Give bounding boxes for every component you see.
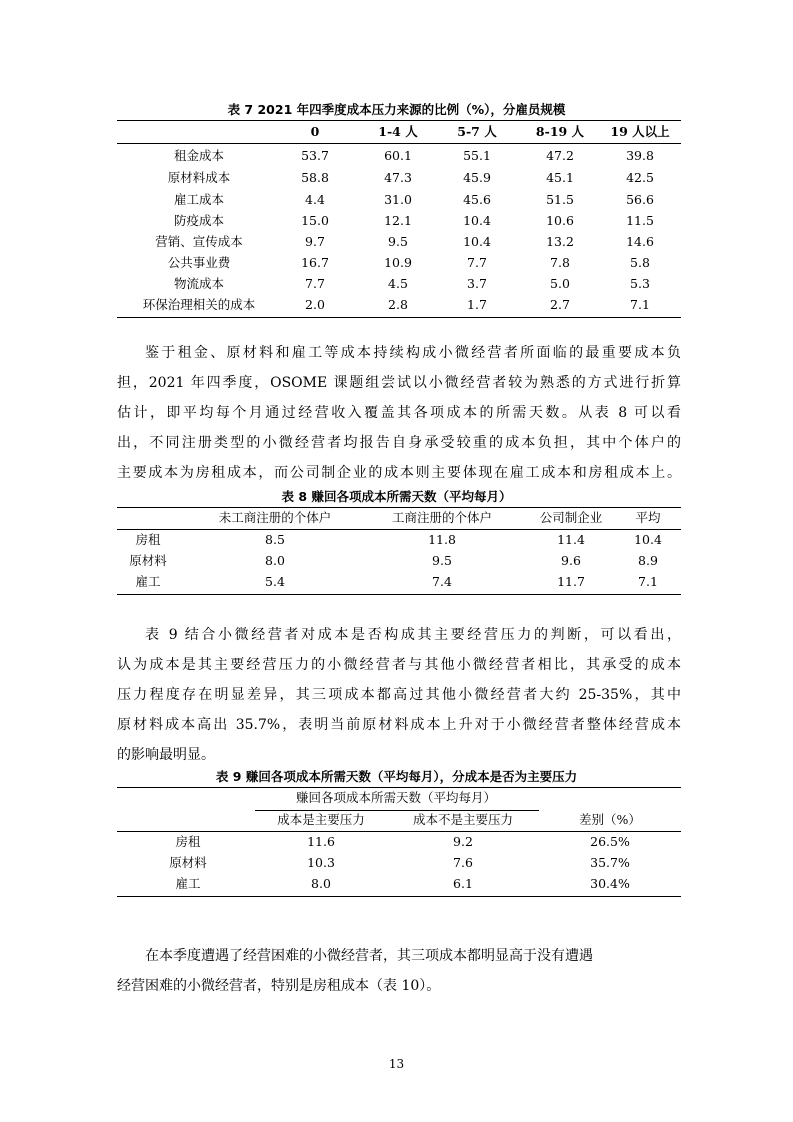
table8-col-header: 未工商注册的个体户 (218, 510, 332, 525)
table7-col-header: 0 (310, 124, 320, 139)
table8-row-label: 房租 (135, 532, 161, 547)
table7-cell: 13.2 (546, 234, 574, 249)
table8-cell: 7.1 (638, 574, 658, 589)
table9-bottom-rule (117, 896, 681, 897)
table9-cell: 9.2 (453, 834, 473, 849)
paragraph-line: 担，2021 年四季度，OSOME 课题组尝试以小微经营者较为熟悉的方式进行折算 (117, 375, 681, 391)
table7-cell: 47.3 (384, 170, 412, 185)
table7-col-header: 8-19 人 (535, 124, 585, 139)
table9-row-label: 房租 (175, 834, 201, 849)
table8-col-header: 公司制企业 (539, 510, 603, 525)
table9-cell: 26.5% (590, 834, 630, 849)
table9-cell: 10.3 (307, 855, 335, 870)
table9-row-label: 原材料 (169, 855, 207, 870)
table7-cell: 5.0 (550, 276, 570, 291)
table7-cell: 1.7 (467, 297, 487, 312)
table7-cell: 10.4 (463, 213, 491, 228)
table7-cell: 9.5 (388, 234, 408, 249)
table8-cell: 5.4 (265, 574, 285, 589)
table7-row-label: 营销、宣传成本 (155, 234, 243, 249)
table7-cell: 55.1 (463, 148, 491, 163)
table7-col-header: 1-4 人 (378, 124, 418, 139)
table9-caption: 表 9 赚回各项成本所需天数（平均每月），分成本是否为主要压力 (215, 769, 578, 784)
table9-cell: 6.1 (453, 876, 473, 891)
table8-caption: 表 8 赚回各项成本所需天数（平均每月） (281, 489, 512, 504)
table7-cell: 16.7 (301, 255, 329, 270)
table8-cell: 11.8 (428, 532, 456, 547)
table7-row-label: 公共事业费 (167, 255, 231, 270)
paragraph-line: 估计，即平均每个月通过经营收入覆盖其各项成本的所需天数。从表 8 可以看 (117, 405, 681, 421)
table7-cell: 7.7 (467, 255, 487, 270)
table7-cell: 58.8 (301, 170, 329, 185)
table7-col-header: 5-7 人 (457, 124, 497, 139)
table7-row-label: 防疫成本 (173, 213, 225, 228)
table7-cell: 45.9 (463, 170, 491, 185)
table8-cell: 8.9 (638, 553, 658, 568)
table7-cell: 45.6 (463, 192, 491, 207)
table8-cell: 9.5 (432, 553, 452, 568)
table7-cell: 2.0 (305, 297, 325, 312)
table9-cell: 35.7% (590, 855, 630, 870)
table7-col-header: 19 人以上 (610, 124, 670, 139)
table8-cell: 8.0 (265, 553, 285, 568)
table7-bottom-rule (117, 317, 681, 318)
table7-cell: 45.1 (546, 170, 574, 185)
paragraph-line: 的影响最明显。 (117, 747, 215, 763)
table9-col-header: 成本不是主要压力 (412, 812, 514, 827)
table7-cell: 7.1 (630, 297, 650, 312)
table7-caption: 表 7 2021 年四季度成本压力来源的比例（%），分雇员规模 (227, 102, 566, 117)
table7-cell: 15.0 (301, 213, 329, 228)
table7-row-label: 原材料成本 (167, 170, 231, 185)
table7-cell: 2.8 (388, 297, 408, 312)
table8-header-rule (117, 529, 681, 530)
table7-cell: 47.2 (546, 148, 574, 163)
page-number: 13 (388, 1057, 405, 1071)
table8-bottom-rule (117, 594, 681, 595)
table7-cell: 10.9 (384, 255, 412, 270)
paragraph-line: 原材料成本高出 35.7%，表明当前原材料成本上升对于小微经营者整体经营成本 (117, 717, 681, 733)
paragraph-line: 认为成本是其主要经营压力的小微经营者与其他小微经营者相比，其承受的成本 (117, 657, 681, 673)
table7-cell: 42.5 (626, 170, 654, 185)
paragraph-line: 在本季度遭遇了经营困难的小微经营者，其三项成本都明显高于没有遭遇 (145, 948, 593, 964)
table7-cell: 2.7 (550, 297, 570, 312)
table7-cell: 56.6 (626, 192, 654, 207)
table8-cell: 7.4 (432, 574, 452, 589)
table8-cell: 11.4 (557, 532, 585, 547)
table8-cell: 8.5 (265, 532, 285, 547)
paragraph-line: 经营困难的小微经营者，特别是房租成本（表 10）。 (117, 978, 441, 994)
table7-row-label: 环保治理相关的成本 (142, 297, 256, 312)
table7-cell: 9.7 (305, 234, 325, 249)
table7-cell: 39.8 (626, 148, 654, 163)
paragraph-line: 主要成本为房租成本，而公司制企业的成本则主要体现在雇工成本和房租成本上。 (117, 465, 681, 481)
table7-cell: 11.5 (626, 213, 654, 228)
paragraph-1 (117, 338, 681, 488)
table8-row-label: 原材料 (129, 553, 167, 568)
table9-cell: 30.4% (590, 876, 630, 891)
table7-row-label: 物流成本 (173, 276, 225, 291)
table9-row-label: 雇工 (175, 876, 201, 891)
paragraph-2 (117, 620, 681, 770)
table7-cell: 5.8 (630, 255, 650, 270)
table9-col-header: 成本是主要压力 (277, 812, 365, 827)
table9-diff-header: 差别（%） (579, 812, 641, 827)
table7-row-label: 雇工成本 (173, 192, 225, 207)
table7-cell: 4.4 (305, 192, 325, 207)
table7-cell: 31.0 (384, 192, 412, 207)
table7-cell: 10.4 (463, 234, 491, 249)
table7-cell: 4.5 (388, 276, 408, 291)
table7-cell: 53.7 (301, 148, 329, 163)
table7-cell: 12.1 (384, 213, 412, 228)
table7-cell: 7.7 (305, 276, 325, 291)
paragraph-line: 压力程度存在明显差异，其三项成本都高过其他小微经营者大约 25-35%，其中 (117, 687, 681, 703)
table7-cell: 14.6 (626, 234, 654, 249)
paragraph-3 (117, 941, 681, 1001)
table8-cell: 9.6 (561, 553, 581, 568)
table8-col-header: 平均 (635, 510, 661, 525)
table7-cell: 5.3 (630, 276, 650, 291)
table9-cell: 8.0 (311, 876, 331, 891)
paragraph-line: 表 9 结合小微经营者对成本是否构成其主要经营压力的判断，可以看出， (145, 627, 681, 643)
table7-cell: 7.8 (550, 255, 570, 270)
table8-cell: 10.4 (634, 532, 662, 547)
paragraph-line: 鉴于租金、原材料和雇工等成本持续构成小微经营者所面临的最重要成本负 (145, 345, 681, 361)
table9-group-header: 赚回各项成本所需天数（平均每月） (295, 790, 497, 805)
table7-row-label: 租金成本 (173, 148, 225, 163)
table7-cell: 10.6 (546, 213, 574, 228)
table7-header-rule (117, 143, 681, 144)
table8-row-label: 雇工 (135, 574, 161, 589)
table7-cell: 3.7 (467, 276, 487, 291)
table9-cell: 7.6 (453, 855, 473, 870)
table8-col-header: 工商注册的个体户 (391, 510, 493, 525)
table8-cell: 11.7 (557, 574, 585, 589)
table7-cell: 60.1 (384, 148, 412, 163)
table7-cell: 51.5 (546, 192, 574, 207)
paragraph-line: 出，不同注册类型的小微经营者均报告自身承受较重的成本负担，其中个体户的 (117, 435, 681, 451)
table9-cell: 11.6 (307, 834, 335, 849)
